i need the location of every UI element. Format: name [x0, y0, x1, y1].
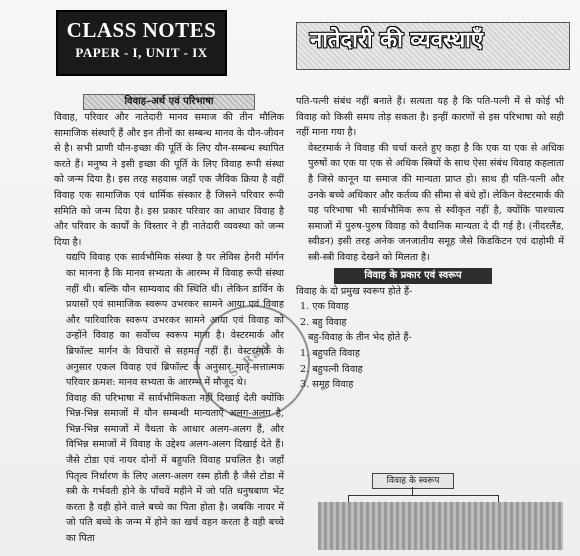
paragraph: यद्यपि विवाह एक सार्वभौमिक संस्था है पर लेविस हेनरी मॉर्गन का मानना है कि मानव सभ्यता के आरम्भ में विवाह रूपी संस्था नहीं थी। बल्कि यौन साम्यवाद की स्थिति थी। लेकिन डार्विन के प्रयासों एवं सामाजिक स्वरूप उभरकर सामने आया एवं विवाह और पारिवारिक स्वरूप उभरकर सामने आया एवं विवाह को उन्होंने विवाह का सर्वोच्च स्वरूप माना है। वेस्टरमार्क और ब्रिफॉल्ट मार्गन के विचारों से सहमत नहीं हैं। वेस्टरमार्क के अनुसार एकल विवाह एवं ब्रिफॉल्ट के अनुसार मातृ-सत्तात्मक परिवार क्रमश: मानव सभ्यता के आरम्भ में मौजूद थे।	[66, 252, 284, 389]
list-item: 2. बहु विवाह	[300, 316, 347, 328]
types-intro: विवाह के दो प्रमुख स्वरूप होते हैं-	[296, 285, 413, 297]
header-subtitle: PAPER - I, UNIT - IX	[75, 45, 208, 60]
class-notes-header	[56, 10, 227, 76]
list-item: 1. बहुपति विवाह	[300, 347, 360, 359]
header-title: CLASS NOTES	[66, 18, 217, 42]
list-item: 2. बहुपत्नी विवाह	[300, 363, 363, 375]
paragraph: वेस्टरमार्क ने विवाह की चर्चा करते हुए कहा है कि एक या एक से अधिक पुरुषों का एक या एक से अधिक स्त्रियों के साथ ऐसा संबंध विवाह कहलाता है जिसे कानून या समाज की मान्यता प्राप्त हो। साथ ही पति-पत्नी और उनके बच्चे अधिकार और कर्तव्य की सीमा से बंधे हों। लेकिन वेस्टरमार्क की यह परिभाषा भी सार्वभौमिक रूप से स्वीकृत नहीं है, क्योंकि पाश्चात्य समाजों में पुरुष-पुरुष विवाह को वैधानिक मान्यता दे दी गई है। (नीदरलैंड, स्वीडन) इसी तरह अनेक जनजातीय समूह जैसे किडकिटन एवं दाहोमी में स्त्री-स्त्री विवाह देखने को मिलता है।	[308, 142, 564, 263]
sub-types-intro: बहु-विवाह के तीन भेद होते हैं-	[308, 332, 412, 344]
section-heading-marriage-definition: विवाह–अर्थ एवं परिभाषा	[83, 94, 255, 110]
paragraph: पति-पत्नी संबंध नहीं बनाते हैं। सत्यता यह है कि पति-पत्नी में से कोई भी विवाह को किसी समय तोड़ सकता है। इन्हीं कारणों से इस परिभाषा को सही नहीं माना गया है।	[296, 96, 564, 139]
stamp-text: S. Raju	[226, 337, 274, 380]
list-item: 1. एक विवाह	[300, 301, 349, 313]
marriage-forms-diagram	[318, 470, 563, 552]
page-title: नातेदारी की व्यवस्थाएँ	[310, 28, 483, 53]
diagram-connector	[348, 495, 498, 496]
right-column	[296, 94, 564, 393]
paragraph: विवाह की परिभाषा में सार्वभौमिकता नहीं दिखाई देती क्योंकि भिन्न-भिन्न समाजों में यौन सम्बन्धी मान्यताएँ अलग-अलग है, भिन्न-भिन्न समाजों में वैधता के आधार अलग-अलग हैं, और विभिन्न समाजों में विवाह के उद्देश्य अलग-अलग दिखाई देते हैं। जैसे टोडा एवं नायर दोनों में बहुपति विवाह प्रचलित है। जहाँ पितृत्व निर्धारण के लिए अलग-अलग रस्म होती है जैसे टोडा में स्त्री के गर्भवती होने के पाँचवें महीने में जो पति धनुषबाण भेंट करता है वही होने वाले बच्चे का पिता होता है। जबकि नायर में जो पति बच्चे के जन्म में होने का खर्च वहन करता है वही बच्चे का पिता	[66, 392, 284, 545]
section-heading-marriage-types: विवाह के प्रकार एवं स्वरूप	[334, 268, 492, 284]
list-item: 3. समूह विवाह	[300, 379, 354, 391]
diagram-connector	[498, 495, 499, 502]
diagram-shaded-band	[318, 502, 563, 550]
paragraph: विवाह, परिवार और नातेदारी मानव समाज की तीन मौलिक सामाजिक संस्थाएँ हैं और इन तीनों का सम्बन्ध मानव के यौन-जीवन से है। सभी प्राणी यौन-इच्छा की पूर्ति के लिए यौन-सम्बन्ध स्थापित करते हैं। मनुष्य ने इसी इच्छा की पूर्ति के लिए विवाह रूपी संस्था को जन्म दिया है। इस तरह सहवास जहाँ एक जैविक क्रिया है वहीं विवाह एक सामाजिक एवं धार्मिक संस्कार है जिसने परिवार रूपी समिति को जन्म दिया है। इस प्रकार परिवार का आधार विवाह है और परिवार के कार्यों के विस्तार ने ही नातेदारी व्यवस्था को जन्म दिया है।	[54, 112, 284, 248]
diagram-title: विवाह के स्वरूप	[372, 473, 454, 489]
diagram-connector	[412, 487, 413, 495]
diagram-connector	[348, 495, 349, 502]
